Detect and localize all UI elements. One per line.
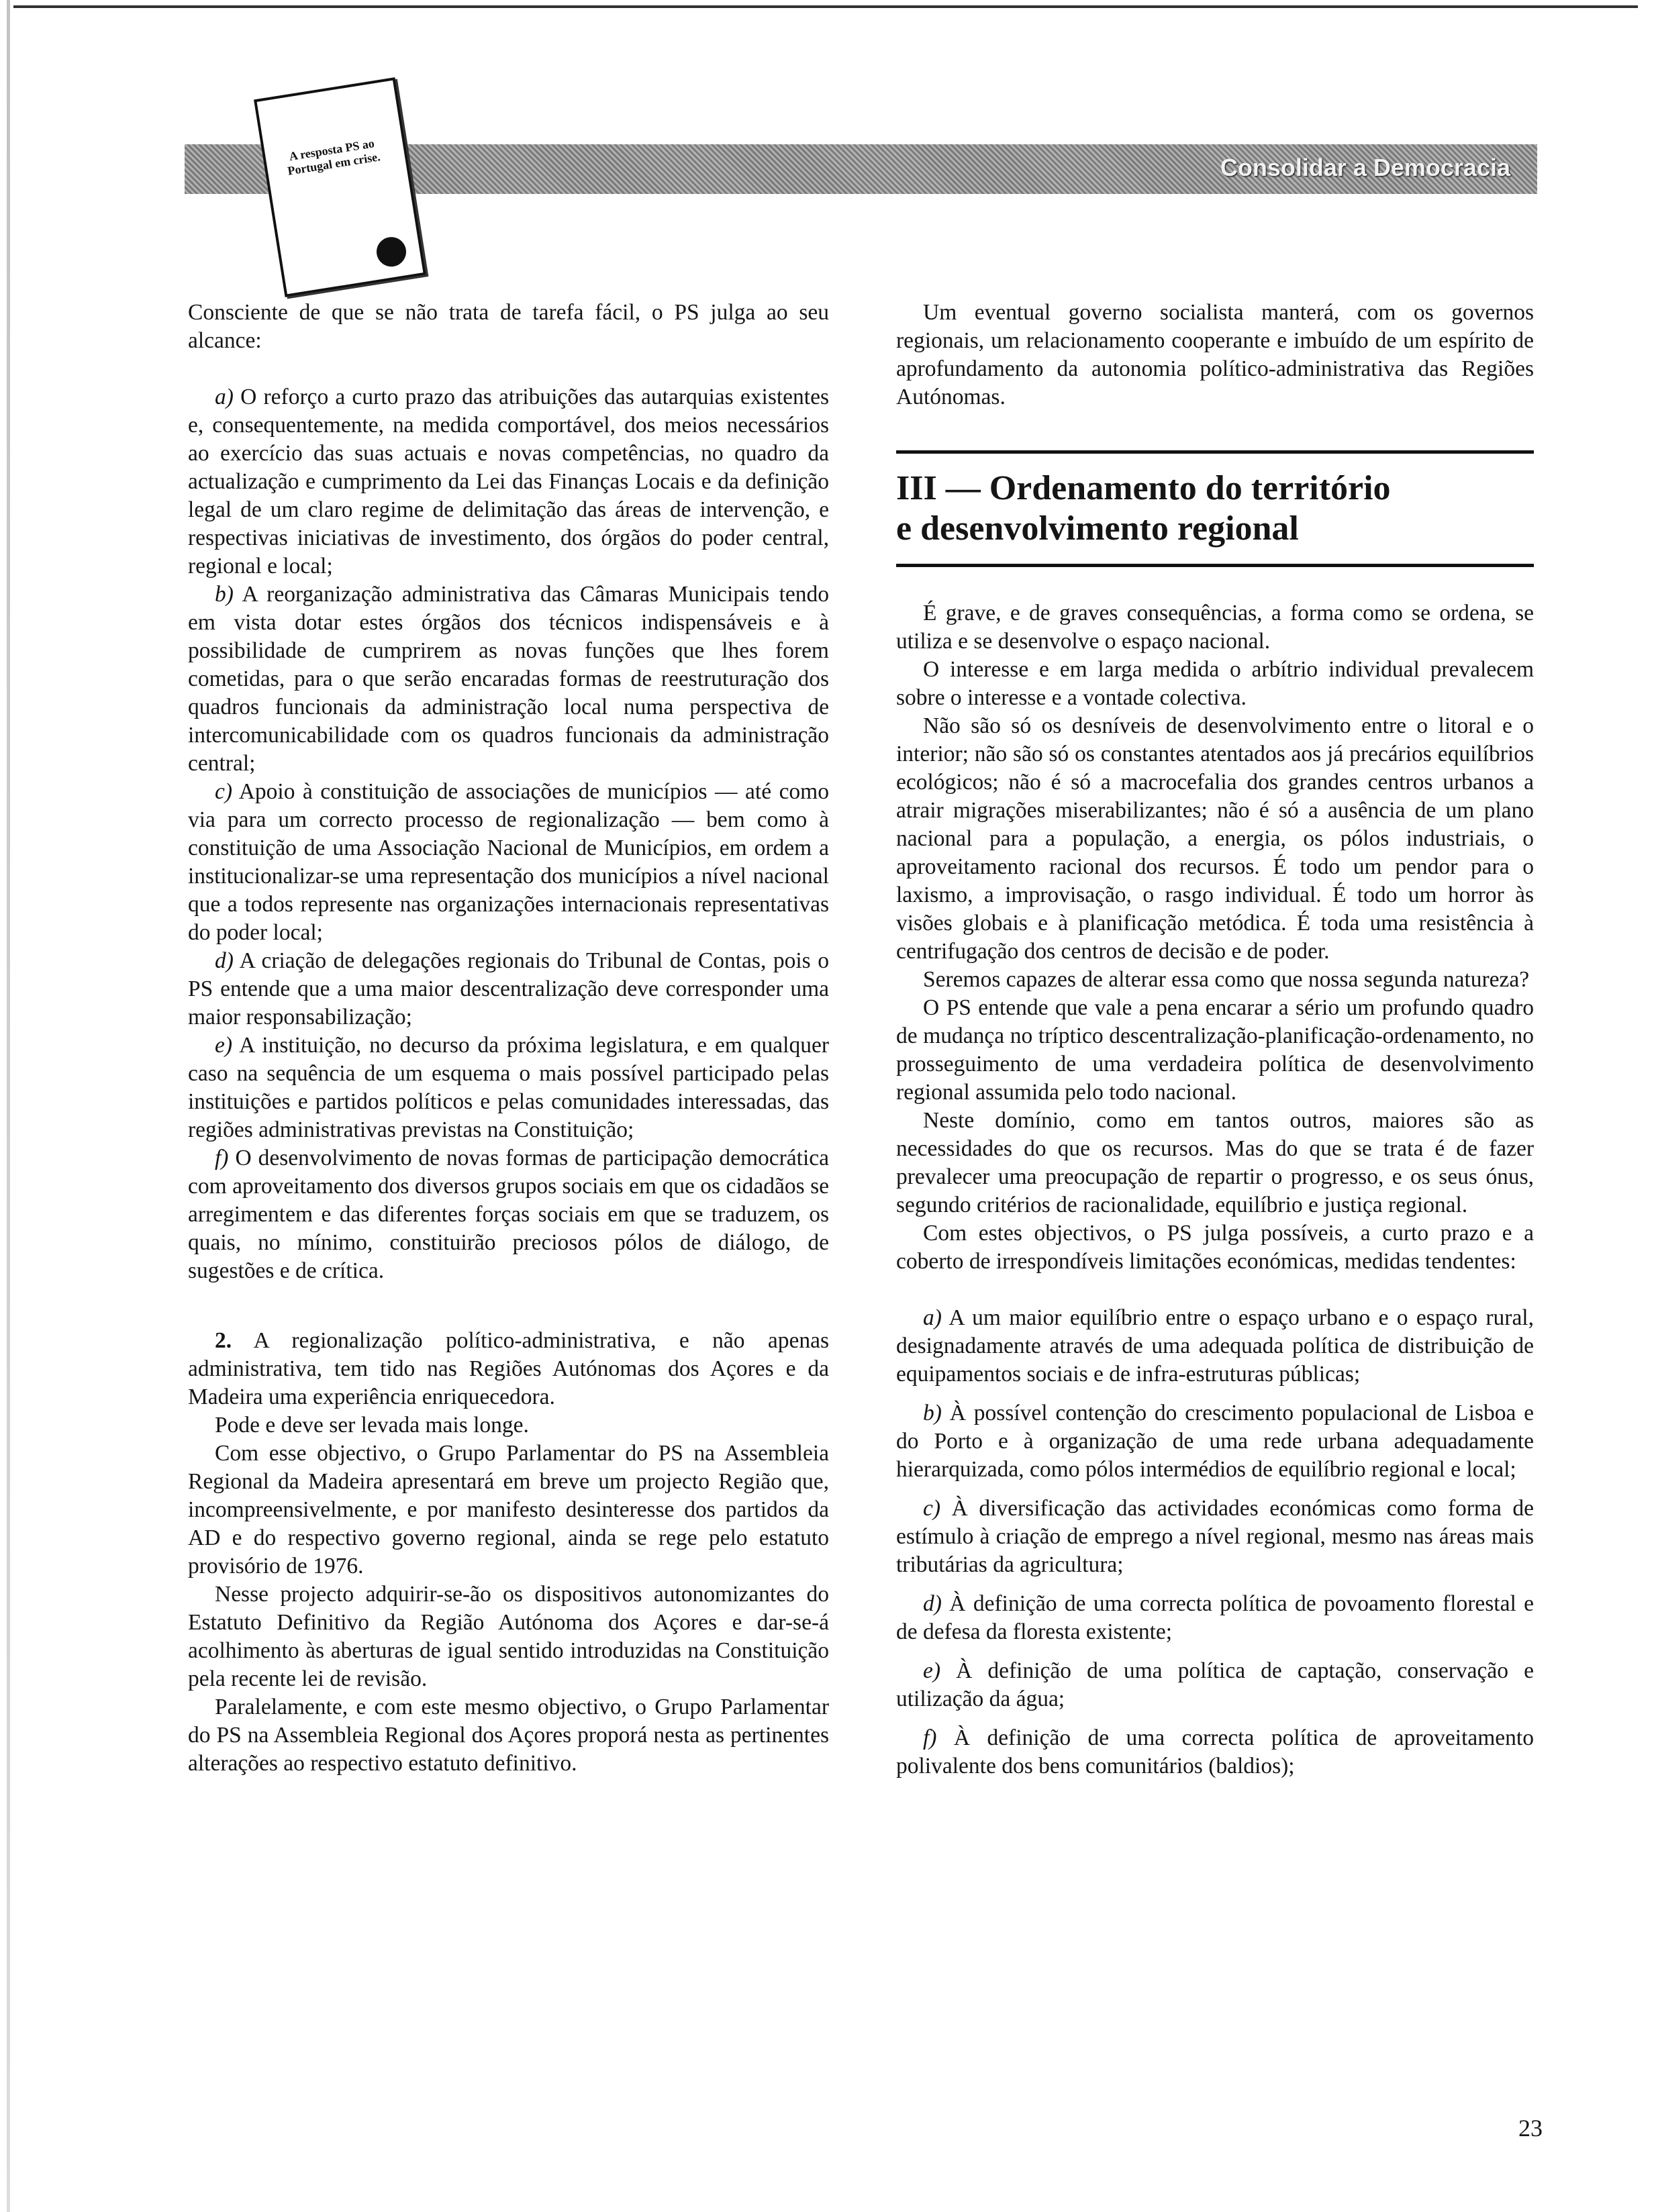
list-item: a) O reforço a curto prazo das atribuições das autarquias existentes e, consequentemente, na medida comportável, dos meios necessários ao exercício das suas actuais e novas competências, no quadro da actualização e cumprimento da Lei das Finanças Locais e da definição legal de um claro regime de delimitação das áreas de intervenção, e respectivas iniciativas de investimento, dos órgãos do poder central, regional e local; (188, 385, 830, 579)
body-paragraph: Com estes objectivos, o PS julga possíveis, a curto prazo e a coberto de irrespondíveis limitações económicas, medidas tendentes: (896, 1221, 1534, 1274)
section-2-paragraph: Pode e deve ser levada mais longe. (215, 1413, 529, 1438)
heading-rule-top (896, 450, 1534, 454)
list-item: c) À diversificação das actividades económicas como forma de estímulo à criação de emprego a nível regional, mesmo nas áreas mais tributárias da agricultura; (896, 1496, 1535, 1577)
body-paragraph: Neste domínio, como em tantos outros, maiores são as necessidades do que os recursos. Mas do que se trata é de fazer prevalecer uma preocupação de repartir o progresso, e os seus ónus, segundo critérios de racionalidade, equilíbrio e justiça regional. (896, 1108, 1534, 1217)
list-item: f) À definição de uma correcta política de aproveitamento polivalente dos bens comunitários (baldios); (896, 1725, 1534, 1778)
left-item-list (188, 383, 829, 1285)
list-item: b) À possível contenção do crescimento populacional de Lisboa e do Porto e à organização de uma rede urbana adequadamente hierarquizada, como pólos intermédios de equilíbrio regional e local; (896, 1401, 1534, 1482)
right-column (896, 299, 1534, 1780)
party-emblem-icon (375, 235, 408, 268)
section-heading: III — Ordenamento do território e desenvolvimento regional (896, 469, 1391, 548)
left-column (188, 299, 829, 1778)
left-intro: Consciente de que se não trata de tarefa fácil, o PS julga ao seu alcance: (188, 300, 829, 353)
section-2-paragraph: Paralelamente, e com este mesmo objectivo, o Grupo Parlamentar do PS na Assembleia Regional dos Açores proporá nesta as pertinentes alterações ao respectivo estatuto definitivo. (188, 1695, 829, 1776)
right-item-list (896, 1304, 1534, 1780)
section-2-paragraph: Com esse objectivo, o Grupo Parlamentar do PS na Assembleia Regional da Madeira apresentará em breve um projecto Região que, incompreensivelmente, e por manifesto desinteresse dos partidos da AD e do respectivo governo regional, ainda se rege pelo estatuto provisório de 1976. (188, 1441, 829, 1578)
section-heading-block (896, 450, 1534, 567)
list-item: b) A reorganização administrativa das Câmaras Municipais tendo em vista dotar estes órgãos dos técnicos indispensáveis e à possibilidade de cumprirem as novas funções que lhes forem cometidas, para o que serão encaradas formas de reestruturação dos quadros funcionais da administração local numa perspectiva de intercomunicabilidade com os quadros funcionais da administração central; (188, 582, 830, 776)
page-number: 23 (1518, 2115, 1543, 2142)
list-item: d) A criação de delegações regionais do Tribunal de Contas, pois o PS entende que a uma maior descentralização deve corresponder uma maior responsabilização; (188, 948, 829, 1029)
section-2-paragraph: 2. A regionalização político-administrativa, e não apenas administrativa, tem tido nas Regiões Autónomas dos Açores e da Madeira uma experiência enriquecedora. (188, 1328, 829, 1409)
booklet-title: A resposta PS ao Portugal em crise. (286, 136, 381, 178)
list-item: c) Apoio à constituição de associações de municípios — até como via para um correcto processo de regionalização — bem como à constituição de uma Associação Nacional de Municípios, em ordem a institucionalizar-se uma representação dos municípios a nível nacional que a todos represente nas organizações internacionais representativas do poder local; (188, 779, 829, 945)
list-item: e) À definição de uma política de captação, conservação e utilização da água; (896, 1658, 1534, 1711)
list-item: f) O desenvolvimento de novas formas de participação democrática com aproveitamento dos diversos grupos sociais em que os cidadãos se arregimentem e das diferentes forças sociais em que se traduzem, os quais, no mínimo, constituirão preciosos pólos de diálogo, de sugestões e de crítica. (188, 1146, 829, 1283)
section-label: Consolidar a Democracia (1220, 154, 1510, 181)
list-item: e) A instituição, no decurso da próxima legislatura, e em qualquer caso na sequência de um esquema o mais possível participado pelas instituições e partidos políticos e pelas comunidades interessadas, das regiões administrativas previstas na Constituição; (188, 1033, 830, 1142)
right-intro: Um eventual governo socialista manterá, com os governos regionais, um relacionamento cooperante e imbuído de um espírito de aprofundamento da autonomia político-administrativa das Regiões Autónomas. (896, 300, 1534, 409)
list-item: a) A um maior equilíbrio entre o espaço urbano e o espaço rural, designadamente através de uma adequada política de distribuição de equipamentos sociais e de infra-estruturas públicas; (896, 1305, 1534, 1387)
section-2 (188, 1327, 829, 1778)
body-paragraph: O interesse e em larga medida o arbítrio individual prevalecem sobre o interesse e a vontade colectiva. (896, 657, 1534, 710)
page-edge-shadow (7, 0, 10, 2212)
body-paragraph: É grave, e de graves consequências, a forma como se ordena, se utiliza e se desenvolve o espaço nacional. (896, 601, 1534, 654)
section-2-paragraph: Nesse projecto adquirir-se-ão os dispositivos autonomizantes do Estatuto Definitivo da Região Autónoma dos Açores e dar-se-á acolhimento às aberturas de igual sentido introduzidas na Constituição pela recente lei de revisão. (188, 1582, 829, 1691)
section-number: 2. (215, 1328, 232, 1353)
list-item: d) À definição de uma correcta política de povoamento florestal e de defesa da floresta existente; (896, 1591, 1535, 1644)
body-paragraph: O PS entende que vale a pena encarar a sério um profundo quadro de mudança no tríptico descentralização-planificação-ordenamento, no prosseguimento de uma verdadeira política de desenvolvimento regional assumida pelo todo nacional. (896, 995, 1534, 1105)
body-paragraph: Seremos capazes de alterar essa como que nossa segunda natureza? (923, 967, 1530, 992)
top-edge-line (13, 5, 1638, 8)
heading-rule-bottom (896, 564, 1534, 567)
body-paragraph: Não são só os desníveis de desenvolvimento entre o litoral e o interior; não são só os constantes atentados aos já precários equilíbrios ecológicos; não é só a macrocefalia dos grandes centros urbanos a atrair migrações miserabilizantes; não é só a ausência de um plano nacional para a população, a energia, os pólos industriais, o aproveitamento racional dos recursos. É todo um pendor para o laxismo, a improvisação, o rasgo individual. É todo um horror às visões globais e à planificação metódica. É toda uma resistência à centrifugação dos centros de decisão e de poder. (896, 713, 1534, 964)
booklet-logo-image (254, 77, 426, 297)
